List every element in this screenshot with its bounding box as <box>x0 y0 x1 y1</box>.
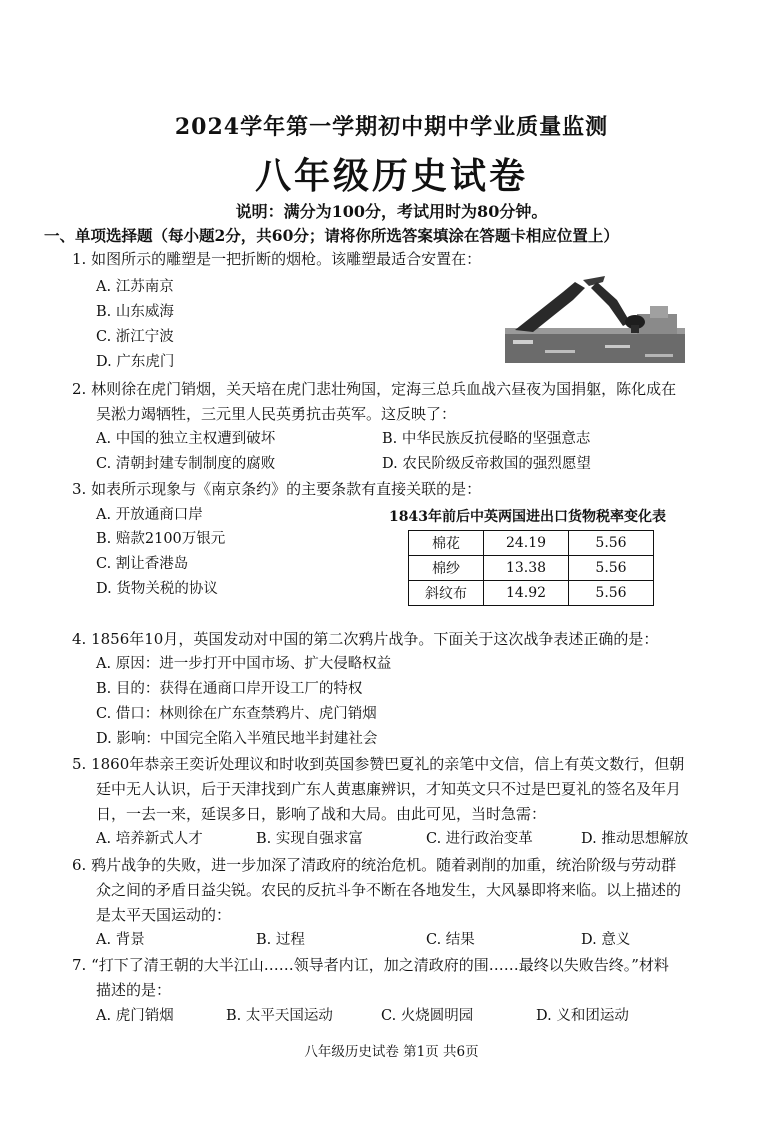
q6-stem-line3: 是太平天国运动的： <box>96 906 232 924</box>
q6-option-d: D. 意义 <box>581 932 631 948</box>
q6-option-c: C. 结果 <box>426 932 475 948</box>
q3-option-b: B. 赔款2100万银元 <box>96 531 226 547</box>
q1-option-a: A. 江苏南京 <box>96 279 174 295</box>
q4-option-d: D. 影响：中国完全陷入半殖民地半封建社会 <box>96 731 378 747</box>
q5-stem-line2: 廷中无人认识，后于天津找到广东人黄惠廉辨识，才知英文只不过是巴夏礼的签名及年月 <box>96 780 682 798</box>
q2-stem-line1: 2. 林则徐在虎门销烟，关天培在虎门悲壮殉国，定海三总兵血战六昼夜为国捐躯，陈化成在 <box>72 380 677 398</box>
exam-title: 八年级历史试卷 <box>254 155 528 197</box>
tax-table-caption: 1843年前后中英两国进出口货物税率变化表 <box>389 509 666 525</box>
table-row <box>409 581 654 606</box>
q7-option-b: B. 太平天国运动 <box>226 1008 333 1024</box>
table-cell: 14.92 <box>484 581 569 606</box>
q3-option-d: D. 货物关税的协议 <box>96 581 218 597</box>
q1-option-b: B. 山东威海 <box>96 304 174 320</box>
table-row <box>409 531 654 556</box>
q7-option-d: D. 义和团运动 <box>536 1008 629 1024</box>
q5-option-a: A. 培养新式人才 <box>96 831 203 847</box>
q3-option-a: A. 开放通商口岸 <box>96 507 203 523</box>
q7-option-c: C. 火烧圆明园 <box>381 1008 474 1024</box>
q6-option-a: A. 背景 <box>96 932 145 948</box>
table-cell: 24.19 <box>484 531 569 556</box>
q4-option-c: C. 借口：林则徐在广东查禁鸦片、虎门销烟 <box>96 706 377 722</box>
table-row <box>409 556 654 581</box>
q5-stem-line3: 日，一去一来，延误多日，影响了战和大局。由此可见，当时急需： <box>96 805 547 823</box>
q2-option-c: C. 清朝封建专制制度的腐败 <box>96 456 276 472</box>
q1-option-d: D. 广东虎门 <box>96 354 175 370</box>
q6-option-b: B. 过程 <box>256 932 305 948</box>
table-cell: 5.56 <box>569 581 654 606</box>
q4-stem: 4. 1856年10月，英国发动对中国的第二次鸦片战争。下面关于这次战争表述正确的是： <box>72 630 659 648</box>
table-cell: 斜纹布 <box>409 581 484 606</box>
q5-option-d: D. 推动思想解放 <box>581 831 689 847</box>
page-footer: 八年级历史试卷 第1页 共6页 <box>304 1044 479 1060</box>
table-cell: 5.56 <box>569 556 654 581</box>
q1-stem: 1. 如图所示的雕塑是一把折断的烟枪。该雕塑最适合安置在： <box>72 250 482 268</box>
q4-option-a: A. 原因：进一步打开中国市场、扩大侵略权益 <box>96 656 392 672</box>
section-title: 一、单项选择题（每小题2分，共60分；请将你所选答案填涂在答题卡相应位置上） <box>44 226 619 245</box>
q5-option-b: B. 实现自强求富 <box>256 831 363 847</box>
exam-subtitle: 2024学年第一学期初中期中学业质量监测 <box>174 114 609 140</box>
q3-stem: 3. 如表所示现象与《南京条约》的主要条款有直接关联的是： <box>72 480 482 498</box>
table-cell: 棉纱 <box>409 556 484 581</box>
table-cell: 5.56 <box>569 531 654 556</box>
q7-stem-line1: 7. “打下了清王朝的大半江山……领导者内讧，加之清政府的围……最终以失败告终。”材料 <box>72 956 669 974</box>
q6-stem-line1: 6. 鸦片战争的失败，进一步加深了清政府的统治危机。随着剥削的加重，统治阶级与劳动群 <box>72 856 677 874</box>
q1-option-c: C. 浙江宁波 <box>96 329 174 345</box>
q4-option-b: B. 目的：获得在通商口岸开设工厂的特权 <box>96 681 363 697</box>
q2-option-a: A. 中国的独立主权遭到破坏 <box>96 431 276 447</box>
broken-opium-pipe-sculpture-image <box>505 270 685 363</box>
tax-rate-table <box>408 530 654 606</box>
exam-note: 说明：满分为100分，考试用时为80分钟。 <box>235 202 548 221</box>
q3-option-c: C. 割让香港岛 <box>96 556 189 572</box>
q2-option-d: D. 农民阶级反帝救国的强烈愿望 <box>382 456 591 472</box>
q7-option-a: A. 虎门销烟 <box>96 1008 174 1024</box>
q6-stem-line2: 众之间的矛盾日益尖锐。农民的反抗斗争不断在各地发生，大风暴即将来临。以上描述的 <box>96 881 682 899</box>
table-cell: 棉花 <box>409 531 484 556</box>
q5-stem-line1: 5. 1860年恭亲王奕䜣处理议和时收到英国参赞巴夏礼的亲笔中文信，信上有英文数行，但朝 <box>72 755 685 773</box>
table-cell: 13.38 <box>484 556 569 581</box>
q2-option-b: B. 中华民族反抗侵略的坚强意志 <box>382 431 591 447</box>
q5-option-c: C. 进行政治变革 <box>426 831 533 847</box>
q2-stem-line2: 吴淞力竭牺牲，三元里人民英勇抗击英军。这反映了： <box>96 405 457 423</box>
q7-stem-line2: 描述的是： <box>96 981 172 999</box>
